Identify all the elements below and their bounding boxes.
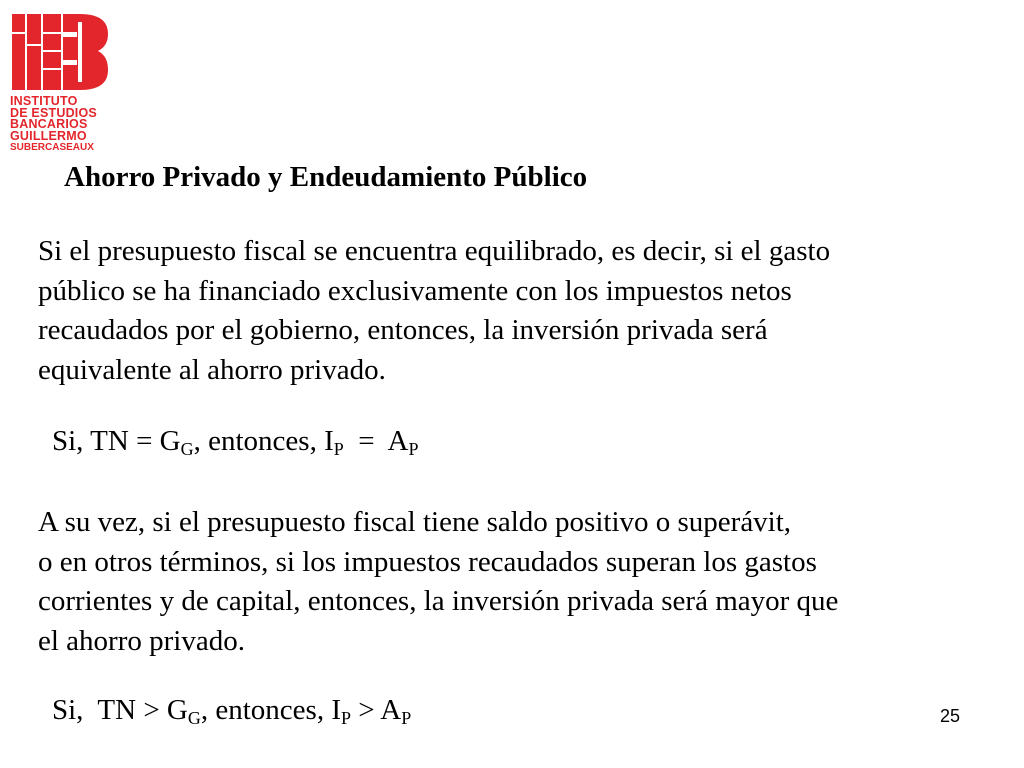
formula-text: > A [351, 694, 402, 726]
formula-text: , entonces, I [200, 694, 341, 726]
institute-logo [10, 12, 114, 154]
logo-line: GUILLERMO [10, 128, 87, 143]
formula-equilibrium [52, 425, 418, 458]
paragraph-line: Si el presupuesto fiscal se encuentra equilibrado, es decir, si el gasto [38, 235, 831, 267]
formula-surplus [52, 694, 411, 727]
paragraph-surplus [38, 503, 838, 661]
paragraph-line: corrientes y de capital, entonces, la inversión privada será mayor que [38, 585, 839, 617]
ieb-logo-mark-icon [10, 12, 110, 92]
paragraph-line: público se ha financiado exclusivamente con los impuestos netos [38, 274, 792, 307]
formula-subscript: G [180, 439, 194, 459]
formula-subscript: P [401, 708, 412, 728]
formula-text: Si, TN > G [52, 694, 188, 726]
logo-line: DE ESTUDIOS [10, 105, 97, 120]
formula-subscript: P [333, 439, 344, 459]
paragraph-line: recaudados por el gobierno, entonces, la inversión privada será [38, 314, 768, 346]
formula-subscript: P [341, 708, 352, 728]
paragraph-line: A su vez, si el presupuesto fiscal tiene saldo positivo o superávit, [38, 506, 792, 538]
formula-subscript: G [187, 708, 201, 728]
formula-text: , entonces, I [193, 425, 334, 457]
logo-line: BANCARIOS [10, 117, 88, 131]
paragraph-balanced-budget [38, 232, 830, 390]
paragraph-line: o en otros términos, si los impuestos recaudados superan los gastos [38, 545, 817, 578]
institute-name [10, 96, 114, 154]
slide-title: Ahorro Privado y Endeudamiento Público [64, 161, 588, 193]
logo-line: INSTITUTO [10, 94, 78, 108]
logo-line: SUBERCASEAUX [10, 142, 94, 153]
formula-text: Si, TN = G [52, 425, 181, 457]
page-number: 25 [940, 706, 961, 726]
paragraph-line: equivalente al ahorro privado. [38, 353, 386, 386]
formula-subscript: P [408, 439, 419, 459]
paragraph-line: el ahorro privado. [38, 624, 245, 657]
formula-text: = A [343, 425, 409, 457]
